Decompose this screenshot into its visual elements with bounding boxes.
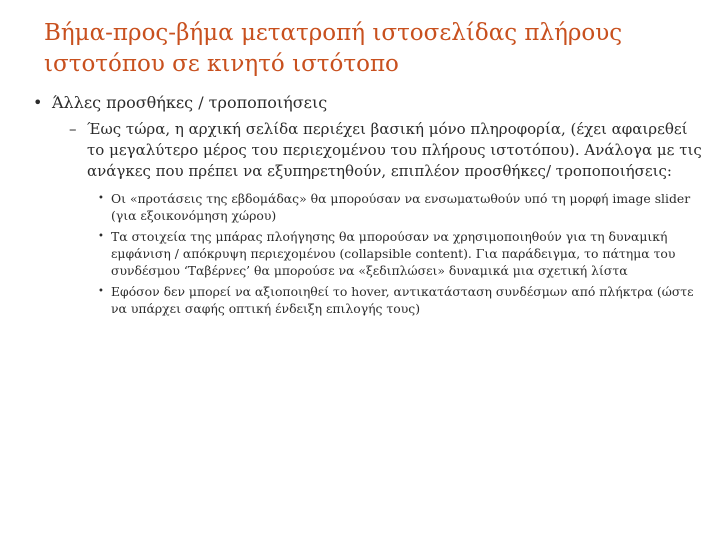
bullet-level1-text: Άλλες προσθήκες / τροποποιήσεις: [52, 93, 328, 112]
bullet-level3-item: [28, 190, 708, 224]
bullet-marker: •: [98, 286, 104, 297]
bullet-level3-item: [28, 228, 708, 279]
bullet-level3-item: [28, 283, 708, 317]
bullet-level3-text: Εφόσον δεν μπορεί να αξιοποιηθεί το hover, αντικατάσταση συνδέσμων από πλήκτρα (ώστε να υπάρχει σαφής οπτική ένδειξη επιλογής τους): [111, 284, 694, 316]
bullet-level2-text: Έως τώρα, η αρχική σελίδα περιέχει βασική μόνο πληροφορία, (έχει αφαιρεθεί το μεγαλύτερο μέρος του περιεχομένου του πλήρους ιστοτόπου). Ανάλογα με τις ανάγκες που πρέπει να εξυπηρετηθούν, επιπλέον προσθήκες/ τροποποιήσεις:: [87, 120, 702, 180]
bullet-level3-list: [28, 190, 708, 317]
bullet-level3-text: Οι «προτάσεις της εβδομάδας» θα μπορούσαν να ενσωματωθούν υπό τη μορφή image slider (για εξοικονόμηση χώρου): [111, 191, 691, 223]
bullet-level3-text: Τα στοιχεία της μπάρας πλοήγησης θα μπορούσαν να χρησιμοποιηθούν για τη δυναμική εμφάνιση / απόκρυψη περιεχομένου (collapsible content). Για παράδειγμα, το πάτημα του συνδέσμου ‘Ταβέρνες’ θα μπορούσε να «ξεδιπλώσει» δυναμικά μια σχετική λίστα: [111, 229, 676, 278]
bullet-level1: [28, 92, 708, 113]
bullet-marker: •: [98, 193, 104, 204]
bullet-marker: •: [98, 231, 104, 242]
slide-body: [28, 92, 708, 321]
bullet-level2: [28, 119, 708, 182]
bullet-marker: •: [33, 93, 43, 112]
dash-marker: –: [69, 120, 77, 138]
slide-title: Βήμα-προς-βήμα μετατροπή ιστοσελίδας πλήρους ιστοτόπου σε κινητό ιστότοπο: [44, 20, 623, 77]
